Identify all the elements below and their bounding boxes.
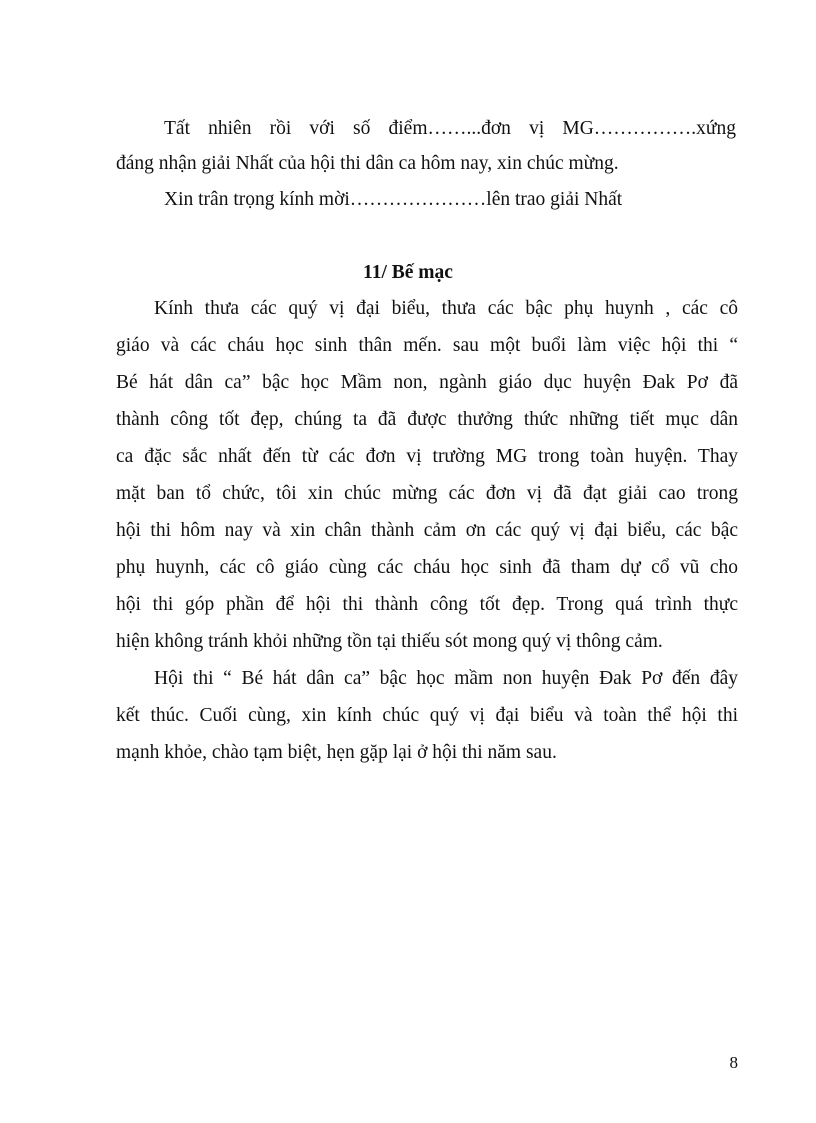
page-number: 8 [729,1053,738,1072]
award-line-1: Tất nhiên rồi với số điểm……...đơn vị MG…………….xứng [164,118,736,139]
paragraph1-line: giáo và các cháu học sinh thân mến. sau một buổi làm việc hội thi “ [116,335,738,356]
invitation-line: Xin trân trọng kính mời…………………lên trao giải Nhất [164,189,623,210]
paragraph1-line: ca đặc sắc nhất đến từ các đơn vị trường MG trong toàn huyện. Thay [116,446,738,467]
paragraph1-line: Bé hát dân ca” bậc học Mầm non, ngành giáo dục huyện Đak Pơ đã [116,372,738,393]
paragraph1-line: hội thi hôm nay và xin chân thành cảm ơn các quý vị đại biểu, các bậc [116,520,738,541]
section-heading: 11/ Bế mạc [363,262,453,283]
paragraph1-line: thành công tốt đẹp, chúng ta đã được thưởng thức những tiết mục dân [116,409,738,430]
paragraph1-line: hội thi góp phần để hội thi thành công tốt đẹp. Trong quá trình thực [116,594,738,615]
paragraph1-line: mặt ban tổ chức, tôi xin chúc mừng các đơn vị đã đạt giải cao trong [116,483,738,504]
paragraph1-line: Kính thưa các quý vị đại biểu, thưa các bậc phụ huynh , các cô [154,298,738,319]
award-line-2: đáng nhận giải Nhất của hội thi dân ca hôm nay, xin chúc mừng. [116,153,619,174]
paragraph2-line: mạnh khỏe, chào tạm biệt, hẹn gặp lại ở hội thi năm sau. [116,742,557,763]
paragraph1-line: hiện không tránh khỏi những tồn tại thiếu sót mong quý vị thông cảm. [116,631,663,652]
paragraph2-line: Hội thi “ Bé hát dân ca” bậc học mầm non huyện Đak Pơ đến đây [154,668,738,689]
paragraph2-line: kết thúc. Cuối cùng, xin kính chúc quý vị đại biểu và toàn thể hội thi [116,705,738,726]
paragraph1-line: phụ huynh, các cô giáo cùng các cháu học sinh đã tham dự cổ vũ cho [116,557,738,578]
